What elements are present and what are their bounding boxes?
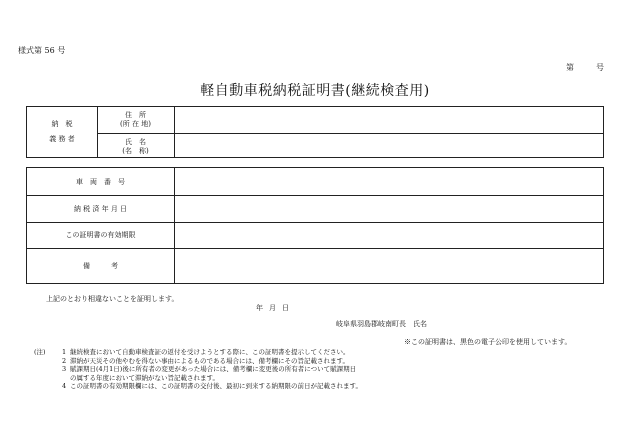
address-field[interactable] <box>175 108 603 132</box>
certification-statement: 上記のとおり相違ないことを証明します。 <box>46 295 179 303</box>
notes-tag: (注) <box>34 348 46 356</box>
name-label: 氏 名 (名 称) <box>122 138 149 155</box>
page-title: 軽自動車税納税証明書(継続検査用) <box>200 83 430 99</box>
note-item: 滞納が天災その他やむを得ない事由によるものである場合には、備考欄にその旨記載されます。 <box>70 356 349 365</box>
remarks-label: 備 考 <box>83 262 118 270</box>
doc-number-prefix: 第 <box>566 63 574 72</box>
tax-paid-date-field[interactable] <box>175 196 603 221</box>
issue-date: 年月日 <box>256 304 295 312</box>
validity-label: この証明書の有効期限 <box>65 231 136 239</box>
note-item: この証明書の有効期限欄には、この証明書の交付後、最初に到来する納期限の前日が記載されます。 <box>70 382 362 390</box>
tax-paid-date-label: 納 税 済 年 月 日 <box>73 205 128 213</box>
taxpayer-table <box>26 106 604 158</box>
address-label: 住 所 (所 在 地) <box>120 111 151 128</box>
plate-number-label: 車 両 番 号 <box>76 178 125 186</box>
name-field[interactable] <box>175 134 603 158</box>
document-number <box>566 62 604 73</box>
note-item: 継続検査において自動車検査証の返付を受けようとする際に、この証明書を提示してください。 <box>70 348 350 356</box>
stamp-note: ※この証明書は、黒色の電子公印を使用しています。 <box>404 338 572 346</box>
taxpayer-group-label: 納 税 義 務 者 <box>49 120 75 143</box>
doc-number-suffix: 号 <box>596 63 604 72</box>
form-number: 様式第 56 号 <box>18 46 66 55</box>
validity-field[interactable] <box>175 223 603 247</box>
note-item: の属する年度において滞納がない旨記載されます。 <box>70 373 219 382</box>
plate-number-field[interactable] <box>175 169 603 194</box>
vehicle-table <box>26 167 604 284</box>
remarks-field[interactable] <box>175 249 603 283</box>
issuer-name: 岐阜県羽島郡岐南町長 氏名 <box>336 320 427 328</box>
note-item: 賦課期日(4月1日)後に所有者の変更があった場合には、備考欄に変更後の所有者について賦課期日 <box>70 365 357 373</box>
notes-section: (注) 1 継続検査において自動車検査証の返付を受けようとする際に、この証明書を提示してください。 2 滞納が天災その他やむを得ない事由によるものである場合には、備考欄にその旨記載されます。 3 賦課期日(4月1日)後に所有者の変更があった場合には、備考欄に変更後の所有者について賦課期日 の属する年度において滞納がない旨記載されます。 4 この証明書の有効期限欄には、この証明書の交付後、最初に到来する納期限の前日が記載されます。 <box>34 348 510 391</box>
